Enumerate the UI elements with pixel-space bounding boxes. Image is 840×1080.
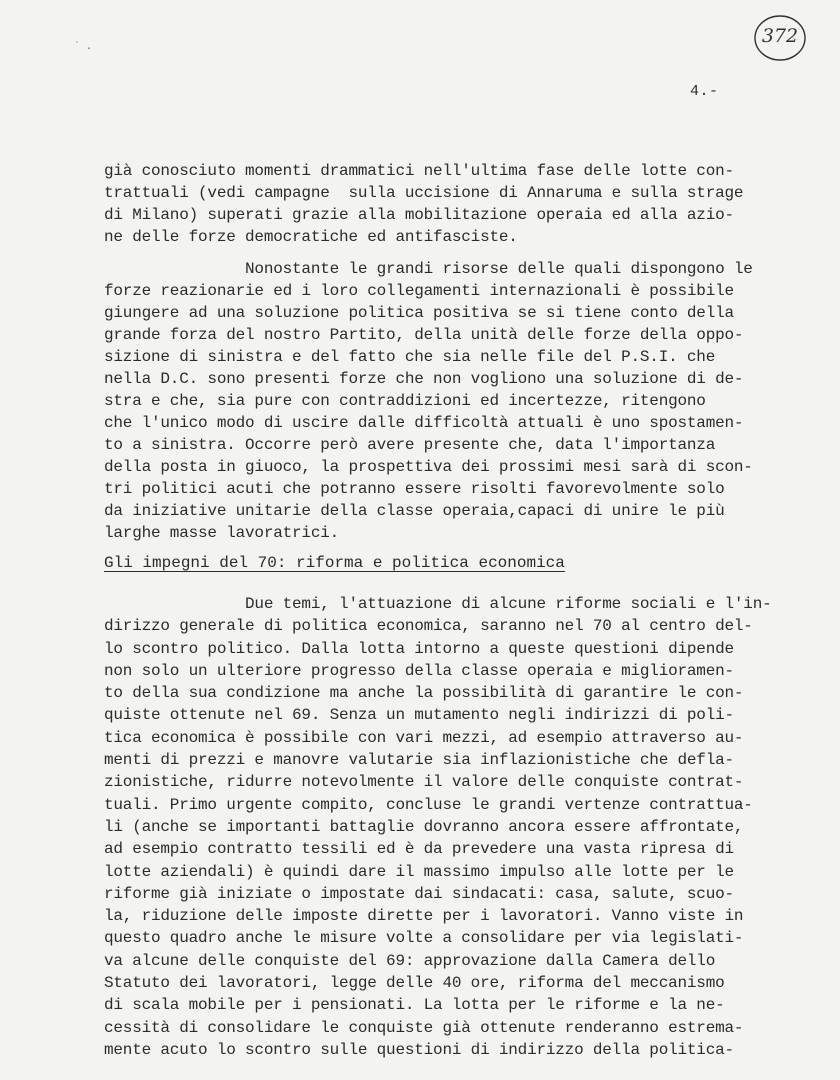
text-line: ne delle forze democratiche ed antifasciste. — [104, 228, 518, 246]
text-line: da iniziative unitarie della classe operaia,capaci di unire le più — [104, 502, 725, 520]
text-line: trattuali (vedi campagne sulla uccisione di Annaruma e sulla strage — [104, 184, 744, 202]
text-line: tri politici acuti che potranno essere risolti favorevolmente solo — [104, 480, 725, 498]
text-line: nella D.C. sono presenti forze che non vogliono una soluzione di de- — [104, 370, 744, 388]
text-line: larghe masse lavoratrici. — [104, 524, 340, 542]
text-line: lotte aziendali) è quindi dare il massimo impulso alle lotte per le — [104, 862, 734, 881]
text-line: già conosciuto momenti drammatici nell'ultima fase delle lotte con- — [104, 162, 734, 180]
text-line: ad esempio contratto tessili ed è da prevedere una vasta ripresa di — [104, 840, 734, 859]
text-line: mente acuto lo scontro sulle questioni di indirizzo della politica- — [104, 1040, 734, 1059]
text-line: Due temi, l'attuazione di alcune riforme sociali e l'in- — [104, 595, 772, 613]
text-line: stra e che, sia pure con contraddizioni ed incertezze, ritengono — [104, 392, 706, 410]
text-line: Nonostante le grandi risorse delle quali dispongono le — [104, 260, 753, 278]
text-line: li (anche se importanti battaglie dovranno ancora essere affrontate, — [104, 817, 744, 836]
text-line: quiste ottenute nel 69. Senza un mutamento negli indirizzi di poli- — [104, 706, 734, 725]
text-line: che l'unico modo di uscire dalle difficoltà attuali è uno spostamen- — [104, 414, 744, 432]
text-line: lo scontro politico. Dalla lotta intorno a queste questioni dipende — [104, 639, 734, 658]
text-line: tica economica è possibile con vari mezzi, ad esempio attraverso au- — [104, 728, 744, 747]
archive-number-stamp — [752, 12, 808, 64]
text-line: non solo un ulteriore progresso della classe operaia e miglioramen- — [104, 661, 734, 680]
body-text-top — [104, 160, 794, 544]
text-line: questo quadro anche le misure volte a consolidare per via legislati- — [104, 929, 744, 948]
section-title: Gli impegni del 70: riforma e politica economica — [104, 554, 565, 572]
text-line: to della sua condizione ma anche la possibilità di garantire le con- — [104, 684, 744, 703]
text-line: riforme già iniziate o impostate dai sindacati: casa, salute, scuo- — [104, 884, 734, 903]
paragraph-gap — [104, 248, 794, 258]
scan-marks: ˙ . — [74, 42, 93, 53]
text-line: va alcune delle conquiste del 69: approvazione dalla Camera dello — [104, 951, 716, 970]
text-line: menti di prezzi e manovre valutarie sia inflazionistiche che defla- — [104, 751, 734, 770]
text-line: zionistiche, ridurre notevolmente il valore delle conquiste contrat- — [104, 773, 744, 792]
text-line: dirizzo generale di politica economica, saranno nel 70 al centro del- — [104, 617, 753, 636]
text-line: grande forza del nostro Partito, della unità delle forze della oppo- — [104, 326, 744, 344]
text-line: la, riduzione delle imposte dirette per i lavoratori. Vanno viste in — [104, 907, 744, 926]
text-line: di scala mobile per i pensionati. La lotta per le riforme e la ne- — [104, 996, 725, 1015]
text-line: tuali. Primo urgente compito, concluse le grandi vertenze contrattua- — [104, 795, 753, 814]
text-line: di Milano) superati grazie alla mobilitazione operaia ed alla azio- — [104, 206, 734, 224]
page-number: 4.- — [690, 83, 719, 100]
text-line: della posta in giuoco, la prospettiva dei prossimi mesi sarà di scon- — [104, 458, 753, 476]
text-line: forze reazionarie ed i loro collegamenti internazionali è possibile — [104, 282, 734, 300]
text-line: to a sinistra. Occorre però avere presente che, data l'importanza — [104, 436, 716, 454]
text-line: sizione di sinistra e del fatto che sia nelle file del P.S.I. che — [104, 348, 716, 366]
archive-number: 372 — [761, 25, 799, 47]
paragraph-3 — [104, 593, 794, 1061]
paragraph-1 — [104, 160, 794, 248]
text-line: Statuto dei lavoratori, legge delle 40 ore, riforma del meccanismo — [104, 974, 725, 993]
text-line: cessità di consolidare le conquiste già ottenute renderanno estrema- — [104, 1018, 744, 1037]
text-line: giungere ad una soluzione politica positiva se si tiene conto della — [104, 304, 734, 322]
paragraph-2 — [104, 258, 794, 544]
